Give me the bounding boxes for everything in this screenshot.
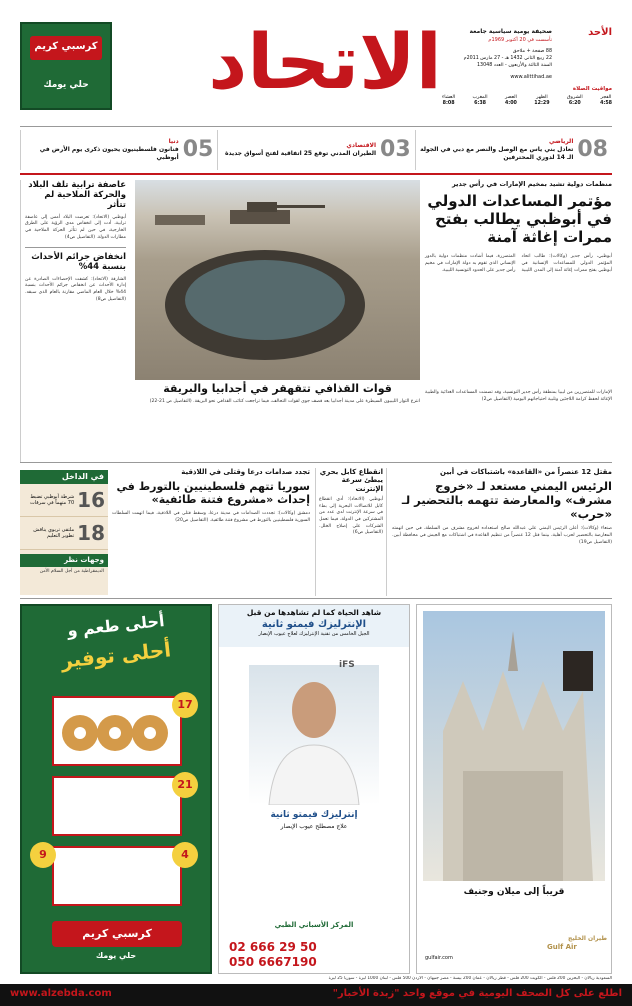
- yemen-kicker: مقتل 12 عنصراً من «القاعدة» باشتباكات في أبين: [440, 468, 612, 476]
- domestic-text: شرطة أبوظبي تضبط 70 متهماً في سرقات: [29, 493, 75, 507]
- prayer-name: المغرب: [472, 95, 488, 101]
- masthead-day: الأحد: [588, 27, 612, 38]
- gulfair-url[interactable]: gulfair.com: [425, 955, 453, 961]
- domestic-text: ملتقى تربوي يناقش تطوير التعليم: [33, 526, 75, 540]
- doctor-photo: [249, 665, 379, 805]
- index-section: دنيا: [168, 138, 179, 146]
- gulfair-name-en: Gulf Air: [547, 942, 577, 951]
- prayer-name: الفجر: [600, 95, 612, 101]
- gulfair-caption: قريباً إلى ميلان وجنيف: [463, 887, 565, 897]
- masthead-founded: تأسست في 20 أكتوبر 1969م: [488, 37, 552, 43]
- clinic-header: [219, 605, 409, 647]
- index-section: الاقتصادي: [346, 142, 377, 150]
- photo-caption-body: انتزع الثوار الليبيون السيطرة على مدينة أجدابيا بعد قصف جوي لقوات التحالف، فيما تراجعت كتائب القذافي نحو البريقة. (التفاصيل ص 21-22): [149, 399, 420, 405]
- edition-info: [432, 48, 552, 70]
- index-text-box: [420, 138, 574, 161]
- story-syria: [112, 468, 310, 596]
- clinic-subtitle: الجيل الخامس من تقنية الإنترليزك لعلاج عيوب الإبصار: [258, 630, 370, 637]
- krispy-headline-1: أحلى طعم و: [66, 610, 166, 641]
- index-page-number: 03: [380, 136, 411, 162]
- domestic-items: [20, 484, 108, 550]
- domestic-item[interactable]: [20, 484, 108, 517]
- prayer-time: 6:38: [474, 101, 487, 107]
- footer-banner: [0, 984, 632, 1006]
- donut-box-2: [52, 776, 182, 836]
- krispy-ad[interactable]: [20, 604, 212, 974]
- masthead-title: الاتحاد: [208, 17, 442, 106]
- price-tag-3: 4: [172, 842, 198, 868]
- left-column: [20, 180, 130, 462]
- story-yemen: [392, 468, 612, 596]
- story-cable: [315, 468, 387, 596]
- yemen-headline: الرئيس اليمني مستعد لـ «خروج مشرف» والمعارضة تتهمه بالتحضير لـ «حرب»: [401, 479, 612, 521]
- footer-prices: السعودية ريالان - البحرين 200 فلس - الكويت 200 فلس - قطر ريالان - عمان 200 بيسة - مصر جنيهان - الأردن 500 فلس - لبنان 1000 ليرة - سوريا 25 ليرة: [328, 976, 612, 981]
- donut-box-1: [52, 696, 182, 766]
- clinic-product: الإنترليزك فيمتو ثانية: [261, 618, 367, 630]
- domestic-page: 16: [77, 488, 105, 513]
- lead-body-2: الإمارات للمتضررين من ليبيا بمنطقة رأس جدير التونسية، وقد تضمنت المساعدات الغذائية والطبية الإغاثة لحفظ كرامة اللاجئين وتلبية احتياجاتهم اليومية (التفاصيل ص2): [425, 390, 612, 402]
- footer-banner-url[interactable]: www.alzebda.com: [10, 988, 112, 999]
- doctor-illustration: [249, 665, 379, 805]
- promo-tagline: حلي يومك: [43, 80, 89, 90]
- index-page-number: 08: [577, 136, 608, 162]
- prayer-time: 12:29: [534, 101, 550, 107]
- masthead-tagline: صحيفة يومية سياسية جامعة: [469, 28, 552, 35]
- price-tag-2: 21: [172, 772, 198, 798]
- syria-body: دمشق (وكالات): تجددت الصدامات في مدينة درعا، وسقط قتلى في اللاذقية، فيما اتهمت السلطات السورية فلسطينيين بالتورط في مشروع فتنة طائفية. (التفاصيل ص20): [112, 511, 310, 524]
- clinic-ad[interactable]: [218, 604, 410, 974]
- prayer-name: العشاء: [442, 95, 456, 101]
- clinic-bottom-sub: علاج مصطلح عيوب الإبصار: [280, 823, 348, 830]
- krispy-logo: [52, 921, 182, 947]
- promo-brand: كرسبي كريم: [34, 41, 98, 52]
- lead-story: [425, 180, 612, 450]
- cable-kicker: انقطاع كابل بحري يبطئ سرعة الإنترنت: [319, 468, 383, 493]
- index-item[interactable]: [20, 130, 217, 170]
- index-text: الطيران المدني توقع 25 اتفاقية لفتح أسواق جديدة: [224, 150, 377, 157]
- price-tag-1: 17: [172, 692, 198, 718]
- prayer-times: [442, 86, 612, 116]
- edition-number: السنة الثالثة والأربعون - العدد 13048: [476, 63, 552, 69]
- krispy-headline-2: أحلى توفير: [59, 637, 173, 673]
- lead-body: أبوظبي، رأس جدير (وكالات): طالب اتحاد المؤتمر الدولي للمساعدات الإنسانية في أبوظبي بفتح ممرات إغاثة آمنة إلى المدن الليبية المتضررة، فيما أشادت منظمات دولية بالدور الإنساني الذي تقوم به دولة الإمارات في مخيم رأس جدير على الحدود التونسية الليبية.: [425, 254, 612, 273]
- clinic-bottom-title: إنترليزك فيمتو ثانية: [270, 810, 358, 820]
- prayer-3: [505, 95, 517, 107]
- index-text-box: [25, 138, 179, 161]
- prayer-name: الظهر: [536, 95, 548, 101]
- index-section: الرياضي: [548, 138, 574, 146]
- clinic-phone-2[interactable]: 050 6667190: [229, 955, 317, 969]
- clinic-name: المركز الأسباني الطبي: [274, 921, 354, 929]
- photo-caption-title: قوات القذافي تتقهقر في أجدابيا والبريقة: [163, 382, 392, 395]
- views-title: وجهات نظر: [20, 554, 108, 567]
- prayer-name: الشروق: [566, 95, 583, 101]
- domestic-title: في الداخل: [20, 470, 108, 484]
- yemen-body: صنعاء (وكالات): أعلن الرئيس اليمني علي عبدالله صالح استعداده لخروج مشرف من السلطة، في حين اتهمته المعارضة بالتحضير لحرب أهلية، بينما قتل 12 عنصراً من تنظيم القاعدة في اشتباكات مع الجيش في محافظة أبين. (التفاصيل ص19): [392, 526, 612, 545]
- prayer-time: 4:58: [600, 101, 612, 107]
- index-strip: [20, 130, 612, 170]
- index-text-box: [225, 142, 376, 158]
- edition-pages: 88 صفحة + ملاحق: [512, 49, 552, 54]
- tank-crater-illustration: [135, 180, 420, 380]
- clinic-phone-1[interactable]: 02 666 29 50: [229, 940, 317, 954]
- syria-kicker: تجدد صدامات درعا وقتلى في اللاذقية: [181, 468, 310, 476]
- clinic-title: شاهد الحياة كما لم تشاهدها من قبل: [246, 608, 382, 617]
- promo-ad[interactable]: [20, 22, 112, 110]
- gulfair-logo: [547, 935, 607, 952]
- krispy-brand: كرسبي كريم: [82, 927, 152, 940]
- index-text: فنانون فلسطينيون يحيون ذكرى يوم الأرض في أبوظبي: [39, 146, 179, 161]
- gulfair-name: طيران الخليج: [568, 935, 607, 942]
- prayer-time: 6:20: [568, 101, 581, 107]
- milan-cathedral-image: [423, 611, 605, 881]
- cathedral-illustration: [423, 611, 605, 881]
- footer-banner-text: اطلع على كل الصحف اليومية في موقع واحد "زبدة الأخبار": [332, 988, 622, 999]
- left-body: أبوظبي (الاتحاد): تعرضت البلاد أمس إلى عاصفة ترابية، أدت إلى انخفاض مدى الرؤية على الطرق الخارجية، في حين لم تتأثر الحركة الملاحية في مطارات الدولة. (التفاصيل ص4): [25, 214, 126, 240]
- prayer-2: [534, 95, 549, 107]
- prayer-time: 8:08: [442, 101, 455, 107]
- index-item[interactable]: [415, 130, 612, 170]
- prayer-time: 4:00: [504, 101, 517, 107]
- left-headline: عاصفة ترابية تلف البلاد والحركة الملاحية لم تتأثر: [28, 180, 126, 211]
- lead-kicker: منظمات دولية تشيد بمخيم الإمارات في رأس جدير: [451, 180, 612, 188]
- krispy-tagline: حلي يومك: [95, 951, 137, 960]
- price-tag-4: 9: [30, 842, 56, 868]
- prayer-0: [600, 95, 612, 107]
- cable-body: أبوظبي (الاتحاد): أدى انقطاع كابل للاتصالات البحرية إلى بطء في سرعة الإنترنت لدى عدد من المشتركين في الدولة، فيما تعمل الشركات على إصلاح الخلل. (التفاصيل ص6): [319, 497, 383, 536]
- prayer-row: [442, 95, 612, 107]
- prayer-5: [442, 95, 455, 107]
- prayer-times-title: مواقيت الصلاة: [572, 86, 612, 92]
- left-body-2: الشارقة (الاتحاد): كشفت الإحصاءات الصادرة عن إدارة الأحداث عن انخفاض جرائم الأحداث بنسبة 44% خلال العام الماضي مقارنة بالعام الذي سبقه. (التفاصيل ص8): [25, 276, 126, 302]
- left-headline-2: انخفاض جرائم الأحداث بنسبة 44%: [31, 252, 126, 273]
- lead-headline: مؤتمر المساعدات الدولي في أبوظبي يطالب بفتح ممرات إغاثة آمنة: [427, 192, 612, 247]
- donut-box-3: [52, 846, 182, 906]
- index-page-number: 05: [182, 136, 214, 162]
- masthead: [20, 17, 612, 120]
- syria-headline: سوريا تتهم فلسطينيين بالتورط في إحداث «مشروع فتنة طائفية»: [116, 480, 310, 507]
- prayer-name: العصر: [504, 95, 517, 101]
- device-label: iFS: [339, 660, 355, 670]
- website-link[interactable]: www.alittihad.ae: [510, 74, 552, 80]
- prayer-1: [567, 95, 583, 107]
- domestic-page: 18: [77, 521, 105, 546]
- domestic-item[interactable]: [20, 517, 108, 550]
- domestic-box: [20, 470, 108, 595]
- prayer-4: [473, 95, 488, 107]
- views-text: الديمقراطية من أجل السلام الأمن: [39, 569, 104, 575]
- lead-photo: [135, 180, 420, 380]
- photo-caption: [135, 382, 420, 406]
- edition-date: 22 ربيع الثاني 1432 هـ - 27 مارس 2011م: [463, 56, 552, 62]
- index-item[interactable]: [217, 130, 414, 170]
- gulfair-ad[interactable]: [416, 604, 612, 974]
- index-text: تعادل بني ياس مع الوصل والنصر مع دبي في الجولة الـ 14 لدوري المحترفين: [420, 146, 574, 161]
